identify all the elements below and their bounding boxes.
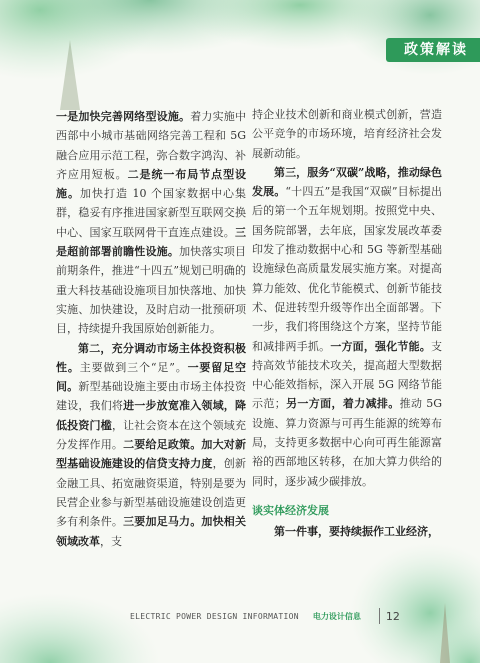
- bold-text: 一是加快完善网络型设施。: [56, 110, 191, 123]
- paragraph: [252, 105, 442, 163]
- right-column: [252, 105, 442, 542]
- paragraph: [252, 522, 442, 541]
- body-text: 加快落实项目前期条件，推进“十四五”规划已明确的重大科技基础设施项目加快落地、加快实施、加快建设，及时启动一批预研项目，持续提升我国原始创新能力。: [56, 245, 246, 336]
- bold-text: 第一件事，要持续振作工业经济，: [274, 525, 439, 539]
- page-number: 12: [385, 609, 400, 623]
- bold-text: 第三，服务“双碳”战略，推动绿色发展。: [252, 165, 442, 199]
- page-footer: [130, 606, 440, 626]
- bold-text: 三是超前部署前瞻性设施。: [56, 225, 246, 259]
- watercolor-tree-bottom-decoration: [0, 543, 480, 663]
- bold-text: 进一步放宽准入领域，降低投资门槛: [56, 399, 246, 432]
- bold-text: 另一方面，着力减排。: [285, 397, 400, 411]
- bold-text: 二要给足政策。加大对新型基础设施建设的信贷支持力度: [56, 438, 246, 471]
- bold-text: 第二，充分调动市场主体投资积极性。: [56, 341, 246, 374]
- body-text: ，创新金融工具、拓宽融资渠道，特别是要为民营企业参与新型基础设施建设创造更多有利条件。: [56, 457, 246, 529]
- body-text: “十四五”是我国“双碳”目标提出后的第一个五年规划期。按照党中央、国务院部署，去年底，国家发展改革委印发了推动数据中心和 5G 等新型基础设施绿色高质量发展实施方案。对提高算力能效、优化节能模式、创新节能技术、促进转型升级等作出全面部署。下一步，我们将围绕这个方案，坚持节能和减排两手抓。: [252, 185, 442, 353]
- body-text: 主要做到三个“足”。: [79, 360, 188, 374]
- bold-text: 一要留足空间。: [56, 360, 246, 394]
- paragraph: [252, 163, 442, 491]
- left-column: [56, 107, 246, 551]
- body-text: 加快打造 10 个国家数据中心集群，稳妥有序推进国家新型互联网交换中心、国家互联网骨干直连点建设。: [56, 187, 246, 239]
- body-text: 着力实施中西部中小城市基础网络完善工程和 5G 融合应用示范工程，弥合数字鸿沟、补齐应用短板。: [56, 110, 246, 181]
- body-text: 新型基础设施主要由市场主体投资建设，我们将: [56, 380, 246, 413]
- body-text: 支持高效节能技术攻关，提高超大型数据中心能效指标，深入开展 5G 网络节能示范；: [252, 339, 442, 411]
- subheading: 谈实体经济发展: [252, 503, 329, 517]
- paragraph: [56, 339, 246, 551]
- paragraph: [56, 107, 246, 339]
- section-tab: 政策解读: [386, 38, 480, 62]
- bold-text: 一方面，强化节能。: [330, 339, 431, 353]
- bold-text: 三要加足马力。加快相关领域改革: [56, 515, 246, 548]
- body-text: 推动 5G 设施、算力资源与可再生能源的统筹布局，支持更多数据中心向可再生能源富裕的西部地区转移，在加大算力供给的同时，逐步减少碳排放。: [252, 397, 442, 488]
- footer-divider: [379, 608, 380, 624]
- body-text: ，让社会资本在这个领域充分发挥作用。: [56, 418, 246, 452]
- body-text: ，支: [100, 534, 122, 548]
- footer-magazine-chinese: 电力设计信息: [312, 611, 361, 621]
- footer-magazine-english: ELECTRIC POWER DESIGN INFORMATION: [130, 611, 299, 621]
- body-text: 持企业技术创新和商业模式创新，营造公平竞争的市场环境，培育经济社会发展新动能。: [252, 108, 442, 160]
- bold-text: 二是统一布局节点型设施。: [56, 167, 247, 201]
